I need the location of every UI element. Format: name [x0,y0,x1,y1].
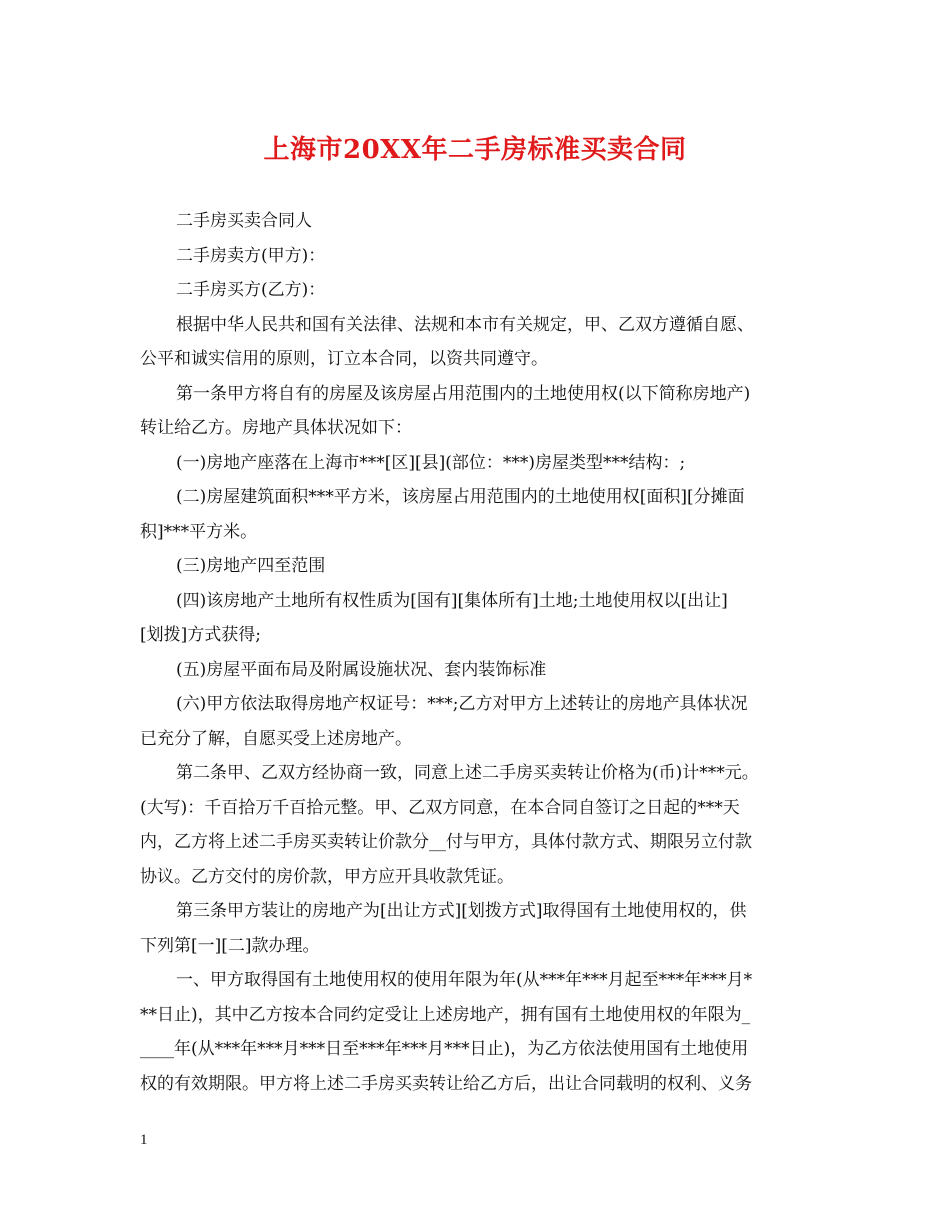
paragraph-line: 二手房卖方(甲方)： [176,245,326,266]
paragraph-line: 内，乙方将上述二手房买卖转让价款分__付与甲方，具体付款方式、期限另立付款 [140,832,752,852]
paragraph-line: 根据中华人民共和国有关法律、法规和本市有关规定，甲、乙双方遵循自愿、 [176,314,754,335]
paragraph-line: 下列第[一][二]款办理。 [140,935,320,956]
paragraph-line: 协议。乙方交付的房价款，甲方应开具收款凭证。 [140,866,514,887]
paragraph-line: (四)该房地产土地所有权性质为[国有][集体所有]土地;土地使用权以[出让] [176,590,728,611]
page-number: 1 [140,1132,148,1148]
paragraph-line: 第二条甲、乙双方经协商一致，同意上述二手房买卖转让价格为(币)计***元。 [176,763,759,783]
paragraph-line: (大写)：千百拾万千百拾元整。甲、乙双方同意，在本合同自签订之日起的***天 [140,797,740,818]
paragraph-line: 权的有效期限。甲方将上述二手房买卖转让给乙方后，出让合同载明的权利、义务 [140,1073,752,1094]
paragraph-line: (三)房地产四至范围 [176,556,326,576]
paragraph-line: [划拨]方式获得; [140,625,261,645]
paragraph-line: ____年(从***年***月***日至***年***月***日止)，为乙方依法使用国有土地使用 [140,1039,749,1059]
paragraph-line: 第三条甲方装让的房地产为[出让方式][划拨方式]取得国有土地使用权的，供 [176,901,747,921]
paragraph-line: 积]***平方米。 [140,521,258,542]
paragraph-line: 已充分了解，自愿买受上述房地产。 [140,728,412,749]
paragraph-line: 二手房买方(乙方)： [176,280,326,300]
paragraph-line: (五)房屋平面布局及附属设施状况、套内装饰标准 [176,659,547,680]
paragraph-line: (六)甲方依法取得房地产权证号：***;乙方对甲方上述转让的房地产具体状况 [176,694,748,714]
paragraph-line: 公平和诚实信用的原则，订立本合同，以资共同遵守。 [140,349,548,369]
paragraph-line: (二)房屋建筑面积***平方米，该房屋占用范围内的土地使用权[面积][分摊面 [176,487,745,507]
document-title: 上海市20XX年二手房标准买卖合同 [263,135,687,165]
paragraph-line: 转让给乙方。房地产具体状况如下： [140,418,412,438]
paragraph-line: 第一条甲方将自有的房屋及该房屋占用范围内的土地使用权(以下简称房地产) [176,383,751,404]
paragraph-line: (一)房地产座落在上海市***[区][县](部位：***)房屋类型***结构：; [176,452,686,473]
paragraph-line: **日止)，其中乙方按本合同约定受让上述房地产，拥有国有土地使用权的年限为_ [140,1004,751,1025]
paragraph-line: 一、甲方取得国有土地使用权的使用年限为年(从***年***月起至***年***月* [176,970,753,990]
paragraph-line: 二手房买卖合同人 [176,211,312,231]
document-body [140,204,820,1101]
